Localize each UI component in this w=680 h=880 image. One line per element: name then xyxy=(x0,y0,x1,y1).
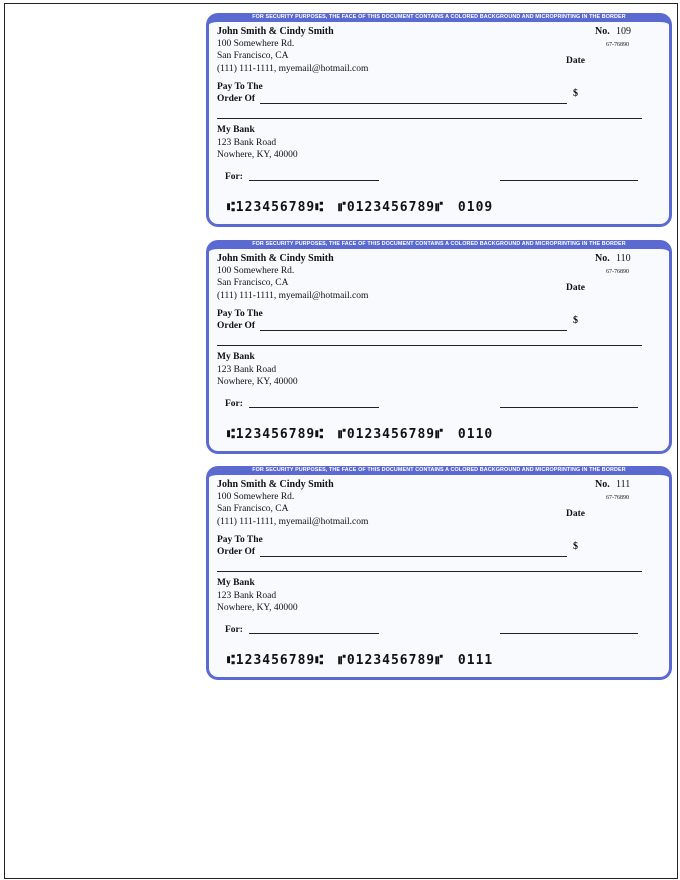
bank-street: 123 Bank Road xyxy=(217,365,277,375)
micr-line xyxy=(227,200,507,215)
check-number-label: No. xyxy=(595,479,610,490)
micr-account: ⑈0123456789⑈ xyxy=(338,427,444,442)
payee-label-line1: Pay To The xyxy=(217,82,263,92)
bank-name: My Bank xyxy=(217,125,255,135)
payee-label-line2: Order Of xyxy=(217,547,256,557)
micr-line xyxy=(227,427,507,442)
dollar-sign: $ xyxy=(573,315,578,326)
memo-label: For: xyxy=(225,399,243,409)
security-banner: FOR SECURITY PURPOSES, THE FACE OF THIS DOCUMENT CONTAINS A COLORED BACKGROUND AND MICROPRINTING IN THE BORDER xyxy=(252,467,626,473)
micr-routing: ⑆123456789⑆ xyxy=(227,653,325,668)
owner-contact: (111) 111-1111, myemail@hotmail.com xyxy=(217,64,369,74)
bank-city: Nowhere, KY, 40000 xyxy=(217,603,298,613)
check-number-label: No. xyxy=(595,26,610,37)
check-number: 110 xyxy=(616,253,631,264)
bank-street: 123 Bank Road xyxy=(217,138,277,148)
payee-line xyxy=(260,556,567,557)
routing-fraction: 67-76890 xyxy=(606,42,629,48)
account-owner: John Smith & Cindy Smith xyxy=(217,253,334,264)
bank-city: Nowhere, KY, 40000 xyxy=(217,150,298,160)
date-label: Date xyxy=(566,509,585,519)
owner-contact: (111) 111-1111, myemail@hotmail.com xyxy=(217,517,369,527)
check-110 xyxy=(206,240,672,454)
payee-line xyxy=(260,330,567,331)
micr-routing: ⑆123456789⑆ xyxy=(227,427,325,442)
owner-address-line2: San Francisco, CA xyxy=(217,51,289,61)
micr-check-number: 0111 xyxy=(457,653,494,668)
amount-words-line xyxy=(217,571,642,572)
payee-label-line1: Pay To The xyxy=(217,309,263,319)
micr-account: ⑈0123456789⑈ xyxy=(338,200,444,215)
account-owner: John Smith & Cindy Smith xyxy=(217,479,334,490)
check-number: 111 xyxy=(616,479,631,490)
memo-label: For: xyxy=(225,172,243,182)
signature-line xyxy=(500,633,638,634)
bank-city: Nowhere, KY, 40000 xyxy=(217,377,298,387)
memo-line xyxy=(249,407,379,408)
date-label: Date xyxy=(566,283,585,293)
signature-line xyxy=(500,180,638,181)
routing-fraction: 67-76890 xyxy=(606,269,629,275)
payee-label-line2: Order Of xyxy=(217,321,256,331)
check-111 xyxy=(206,466,672,680)
check-109 xyxy=(206,13,672,227)
owner-address-line2: San Francisco, CA xyxy=(217,504,289,514)
bank-street: 123 Bank Road xyxy=(217,591,277,601)
payee-label-line2: Order Of xyxy=(217,94,256,104)
owner-address-line1: 100 Somewhere Rd. xyxy=(217,39,295,49)
owner-address-line2: San Francisco, CA xyxy=(217,278,289,288)
owner-contact: (111) 111-1111, myemail@hotmail.com xyxy=(217,291,369,301)
memo-label: For: xyxy=(225,625,243,635)
micr-check-number: 0109 xyxy=(457,200,494,215)
micr-check-number: 0110 xyxy=(457,427,494,442)
micr-routing: ⑆123456789⑆ xyxy=(227,200,325,215)
security-banner: FOR SECURITY PURPOSES, THE FACE OF THIS DOCUMENT CONTAINS A COLORED BACKGROUND AND MICROPRINTING IN THE BORDER xyxy=(252,14,626,20)
bank-name: My Bank xyxy=(217,578,255,588)
memo-line xyxy=(249,180,379,181)
check-number-label: No. xyxy=(595,253,610,264)
payee-label-line1: Pay To The xyxy=(217,535,263,545)
dollar-sign: $ xyxy=(573,541,578,552)
memo-line xyxy=(249,633,379,634)
amount-words-line xyxy=(217,345,642,346)
account-owner: John Smith & Cindy Smith xyxy=(217,26,334,37)
bank-name: My Bank xyxy=(217,352,255,362)
routing-fraction: 67-76890 xyxy=(606,495,629,501)
payee-line xyxy=(260,103,567,104)
owner-address-line1: 100 Somewhere Rd. xyxy=(217,266,295,276)
amount-words-line xyxy=(217,118,642,119)
date-label: Date xyxy=(566,56,585,66)
signature-line xyxy=(500,407,638,408)
micr-line xyxy=(227,653,507,668)
micr-account: ⑈0123456789⑈ xyxy=(338,653,444,668)
check-number: 109 xyxy=(616,26,631,37)
security-banner: FOR SECURITY PURPOSES, THE FACE OF THIS DOCUMENT CONTAINS A COLORED BACKGROUND AND MICROPRINTING IN THE BORDER xyxy=(252,241,626,247)
owner-address-line1: 100 Somewhere Rd. xyxy=(217,492,295,502)
dollar-sign: $ xyxy=(573,88,578,99)
